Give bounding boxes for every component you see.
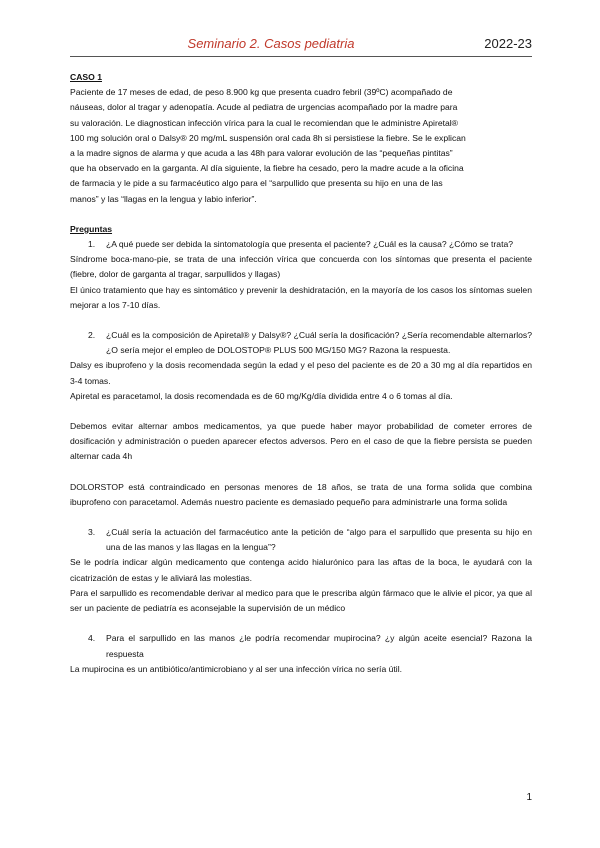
case-line: 100 mg solución oral o Dalsy® 20 mg/mL suspensión oral cada 8h si persistiese la fiebre. Se le explican xyxy=(70,132,466,143)
question-number: 4. xyxy=(88,633,96,644)
question-number: 3. xyxy=(88,527,96,538)
case-line: manos” y las “llagas en la lengua y labio inferior”. xyxy=(70,193,257,204)
questions-title: Preguntas xyxy=(70,223,113,234)
question-text: ¿A qué puede ser debida la sintomatología que presenta el paciente? ¿Cuál es la causa? ¿Cómo se trata? xyxy=(106,239,514,250)
answer-paragraph: El único tratamiento que hay es sintomático y prevenir la deshidratación, en la mayoría de los casos los síntomas suelen mejorar a los 7-10 días. xyxy=(70,284,532,310)
answer-paragraph: Para el sarpullido es recomendable derivar al medico para que le prescriba algún fármaco que le alivie el picor, ya que al ser un paciente de pediatría es aconsejable la supervisión de un médico xyxy=(70,587,532,614)
answer-paragraph: La mupirocina es un antibiótico/antimicrobiano y al ser una infección vírica no sería útil. xyxy=(70,663,402,674)
question-3 xyxy=(88,525,532,555)
question-2 xyxy=(88,328,532,358)
page-header xyxy=(70,36,532,57)
header-year: 2022-23 xyxy=(484,36,532,51)
case-line: su valoración. Le diagnostican infección vírica para la cual le recomiendan que le administre Apiretal® xyxy=(70,117,459,128)
question-number: 2. xyxy=(88,330,96,341)
case-title: CASO 1 xyxy=(70,72,102,82)
case-line: Paciente de 17 meses de edad, de peso 8.900 kg que presenta cuadro febril (39ºC) acompañado de xyxy=(70,87,453,98)
case-line: de farmacia y le pide a su farmacéutico algo para el “sarpullido que presenta su hijo en una de las xyxy=(70,178,443,189)
case-line: náuseas, dolor al tragar y adenopatía. Acude al pediatra de urgencias acompañado por la madre para xyxy=(70,102,458,113)
answer-paragraph: Se le podría indicar algún medicamento que contenga acido hialurónico para las aftas de la boca, le ayudará con la cicatrización de estas y le aliviará las molestias. xyxy=(70,557,532,583)
case-line: a la madre signos de alarma y que acuda a las 48h para valorar evolución de las “pequeñas pintitas” xyxy=(70,148,453,159)
header-title: Seminario 2. Casos pediatria xyxy=(187,36,355,51)
answer-paragraph: Apiretal es paracetamol, la dosis recomendada es de 60 mg/Kg/día dividida entre 4 o 6 tomas al día. xyxy=(70,390,453,401)
question-text: Para el sarpullido en las manos ¿le podría recomendar mupirocina? ¿y algún aceite esencial? Razona la respuesta xyxy=(106,633,532,659)
question-4 xyxy=(88,631,532,661)
question-1 xyxy=(88,237,532,252)
answer-paragraph: Síndrome boca-mano-pie, se trata de una infección vírica que concuerda con los síntomas que presenta el paciente (fiebre, dolor de garganta al tragar, sarpullidos y llagas) xyxy=(70,254,532,280)
question-text: ¿Cuál sería la actuación del farmacéutico ante la petición de “algo para el sarpullido que presenta su hijo en una de las manos y las llagas en la lengua”? xyxy=(106,527,532,553)
answer-paragraph: Dalsy es ibuprofeno y la dosis recomendada según la edad y el peso del paciente es de 20 a 30 mg al día repartidos en 3-4 tomas. xyxy=(70,360,532,386)
answer-paragraph: Debemos evitar alternar ambos medicamentos, ya que puede haber mayor probabilidad de cometer errores de dosificación y administración o pueden aparecer efectos adversos. Pero en el caso de que la fiebre persista se pueden alternar cada 4h xyxy=(70,421,532,462)
document-body xyxy=(70,70,532,677)
page-number: 1 xyxy=(526,792,532,803)
question-number: 1. xyxy=(88,239,96,250)
case-line: que ha observado en la garganta. Al día siguiente, la fiebre ha cesado, pero la madre acude a la oficina xyxy=(70,163,464,174)
answer-paragraph: DOLORSTOP está contraindicado en personas menores de 18 años, se trata de una forma solida que combina ibuprofeno con paracetamol. Además nuestro paciente es demasiado pequeño para administrarle una forma solida xyxy=(70,481,532,507)
question-text: ¿Cuál es la composición de Apiretal® y Dalsy®? ¿Cuál sería la dosificación? ¿Sería recomendable alternarlos? ¿O sería mejor el empleo de DOLOSTOP® PLUS 500 MG/150 MG? Razona la respuesta. xyxy=(106,330,532,356)
